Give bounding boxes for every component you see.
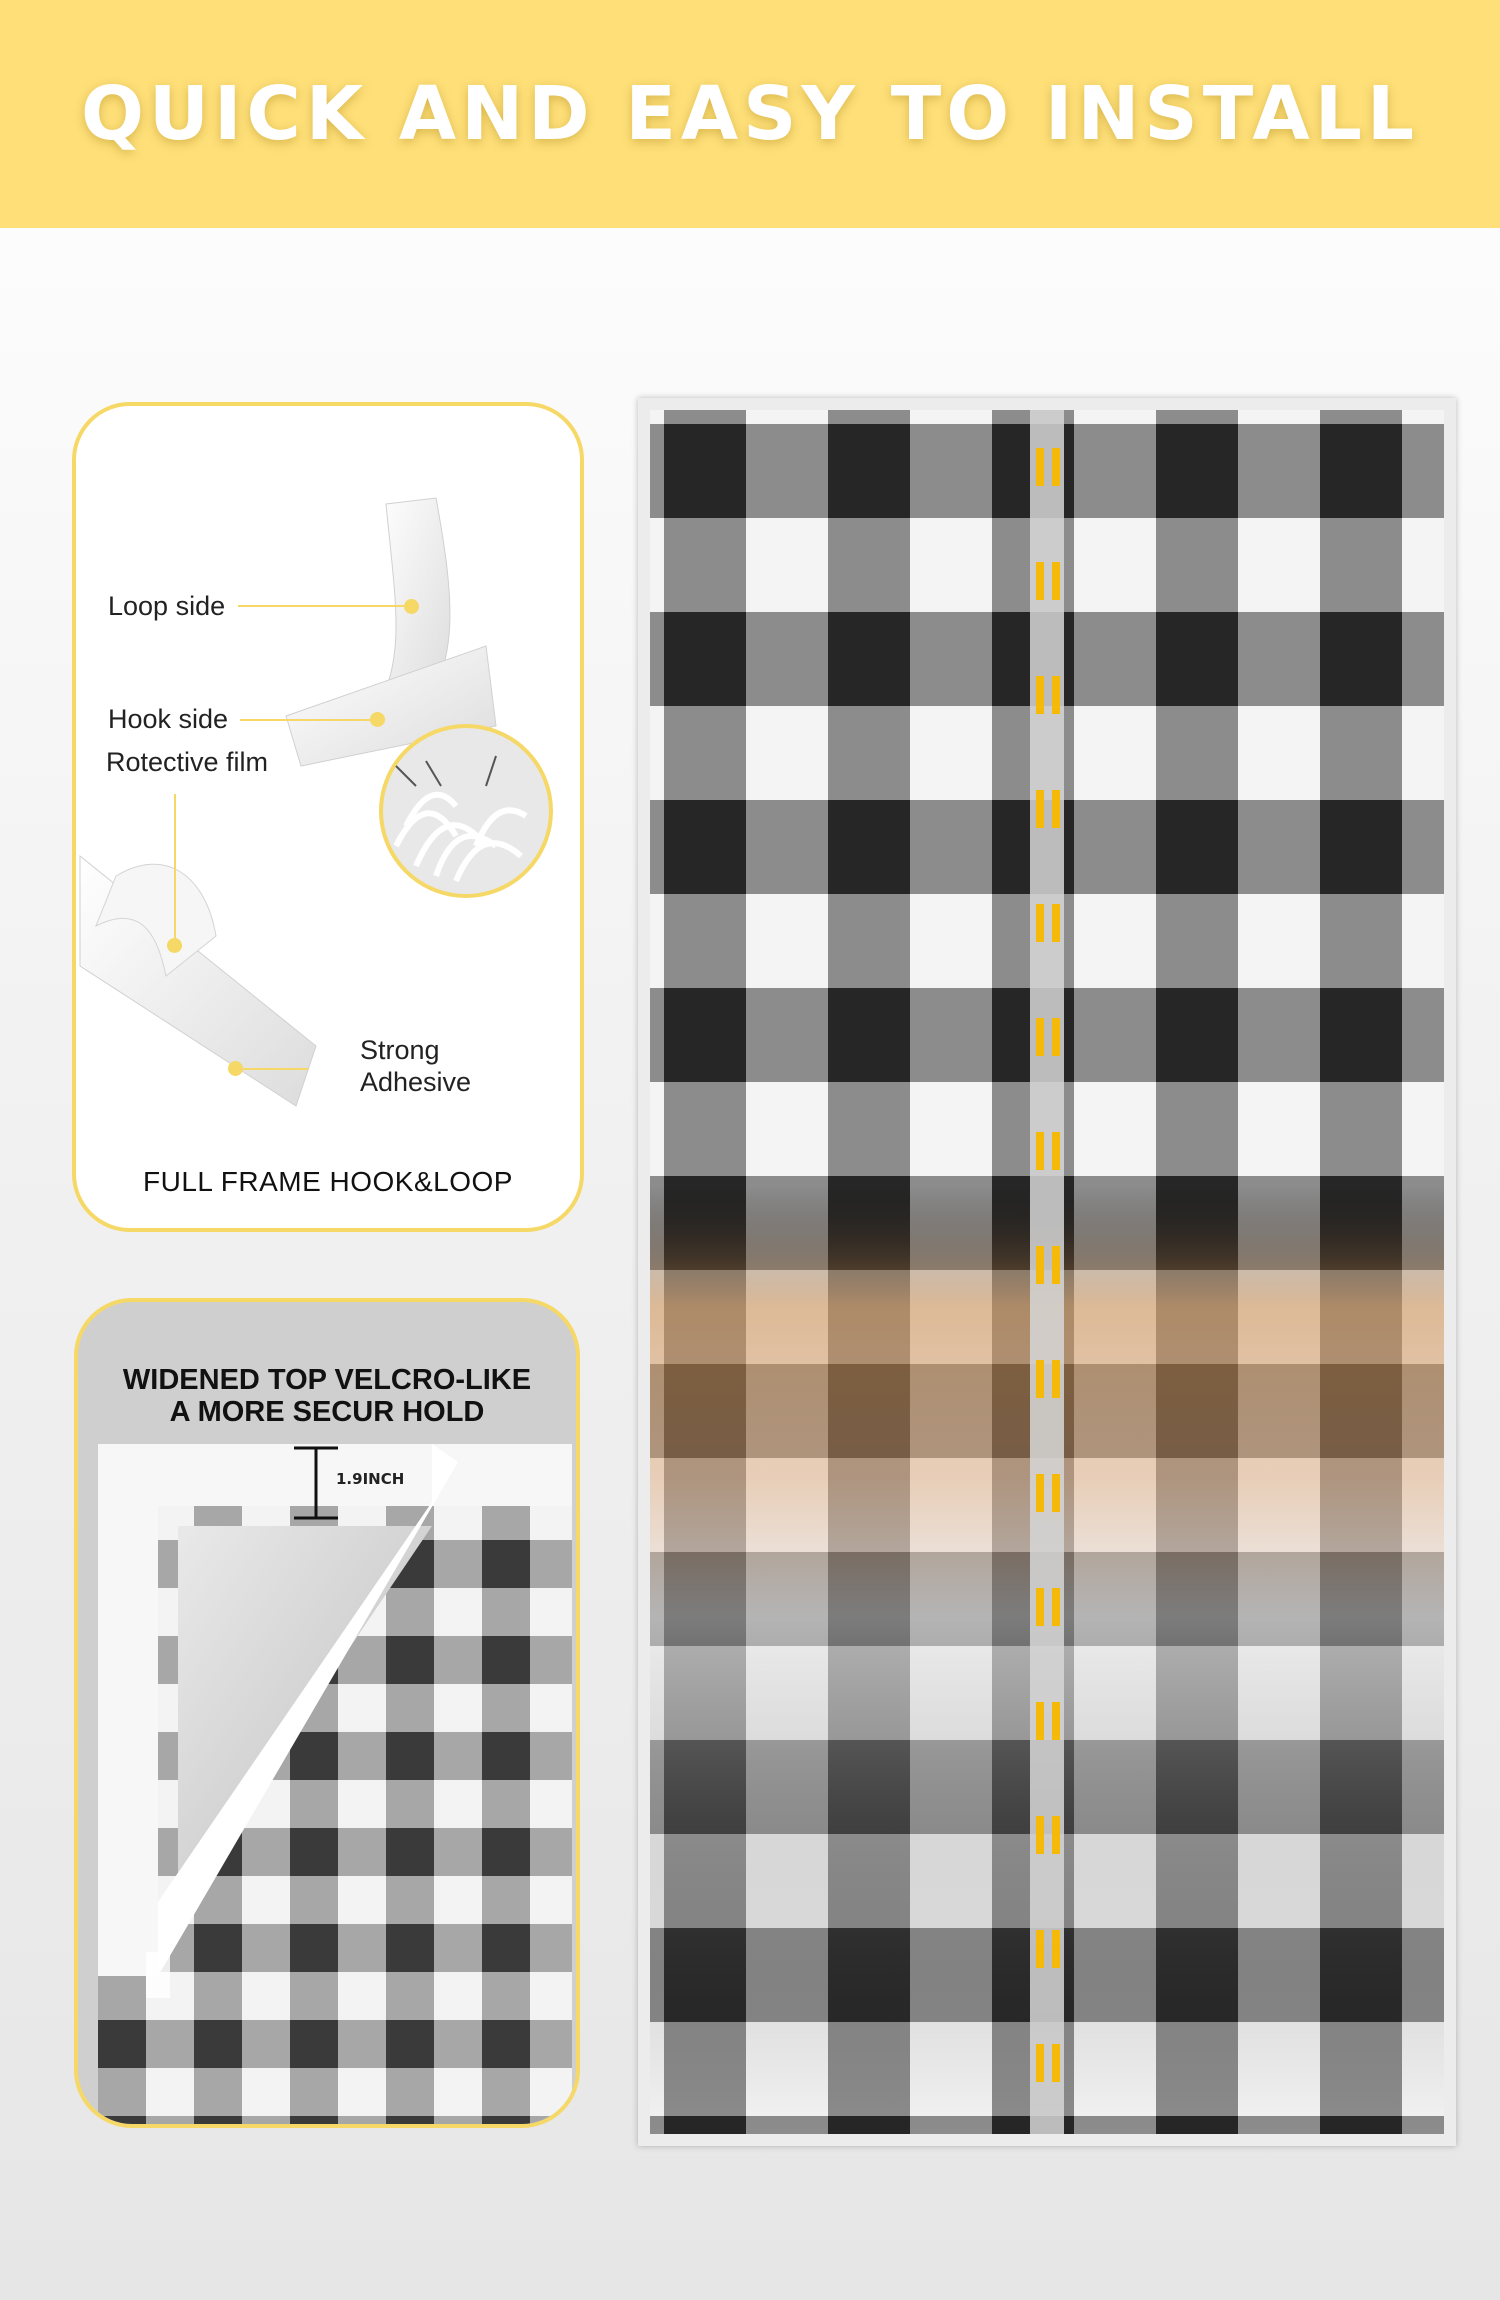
magnet-block xyxy=(1052,790,1060,828)
hook-loop-caption: FULL FRAME HOOK&LOOP xyxy=(143,1166,513,1197)
magnet-block xyxy=(1052,1816,1060,1854)
magnetic-screen-door xyxy=(638,398,1456,2146)
magnet-block xyxy=(1052,448,1060,486)
magnet-block xyxy=(1036,676,1044,714)
magnet-block xyxy=(1052,1588,1060,1626)
magnet-block xyxy=(1052,562,1060,600)
magnet-block xyxy=(1052,904,1060,942)
adhesive-label-line1: Strong xyxy=(360,1035,440,1065)
loop-pointer-dot xyxy=(404,599,419,614)
magnet-block xyxy=(1036,1930,1044,1968)
velcro-illustration xyxy=(78,1302,576,2124)
header-banner xyxy=(0,0,1500,228)
magnet-block xyxy=(1052,1702,1060,1740)
velcro-title-line2: A MORE SECUR HOLD xyxy=(169,1396,485,1428)
velcro-title-line1: WIDENED TOP VELCRO-LIKE xyxy=(122,1364,532,1396)
magnet-block xyxy=(1036,1588,1044,1626)
magnet-block xyxy=(1052,1360,1060,1398)
film-pointer-dot xyxy=(167,938,182,953)
magnet-block xyxy=(1052,1474,1060,1512)
magnet-block xyxy=(1052,1246,1060,1284)
magnet-block xyxy=(1052,1930,1060,1968)
magnet-block xyxy=(1052,1018,1060,1056)
magnet-block xyxy=(1052,1132,1060,1170)
film-pointer-line xyxy=(174,794,176,944)
velcro-card xyxy=(74,1298,580,2128)
adhesive-label-line2: Adhesive xyxy=(360,1067,472,1097)
magnet-block xyxy=(1036,2044,1044,2082)
hook-side-label: Hook side xyxy=(108,704,229,734)
measure-label: 1.9INCH xyxy=(336,1470,405,1488)
banner-title: QUICK AND EASY TO INSTALL xyxy=(80,71,1419,157)
magnet-block xyxy=(1036,1246,1044,1284)
hook-loop-card xyxy=(72,402,584,1232)
adhesive-pointer-line xyxy=(242,1068,308,1070)
magnet-block xyxy=(1036,1018,1044,1056)
magnet-block xyxy=(1036,790,1044,828)
magnifier-circle xyxy=(381,726,551,896)
protective-film-label: Rotective film xyxy=(106,747,269,777)
magnet-block xyxy=(1036,1132,1044,1170)
magnet-block xyxy=(1052,676,1060,714)
magnet-block xyxy=(1052,2044,1060,2082)
magnet-block xyxy=(1036,1360,1044,1398)
magnet-block xyxy=(1036,1474,1044,1512)
magnet-block xyxy=(1036,1702,1044,1740)
loop-side-label: Loop side xyxy=(108,591,226,621)
magnet-block xyxy=(1036,448,1044,486)
adhesive-pointer-dot xyxy=(228,1061,243,1076)
hook-pointer-line xyxy=(240,719,376,721)
hook-pointer-dot xyxy=(370,712,385,727)
magnet-block xyxy=(1036,562,1044,600)
loop-pointer-line xyxy=(238,605,408,607)
magnet-block xyxy=(1036,904,1044,942)
magnet-block xyxy=(1036,1816,1044,1854)
hook-loop-illustration xyxy=(76,406,580,1228)
